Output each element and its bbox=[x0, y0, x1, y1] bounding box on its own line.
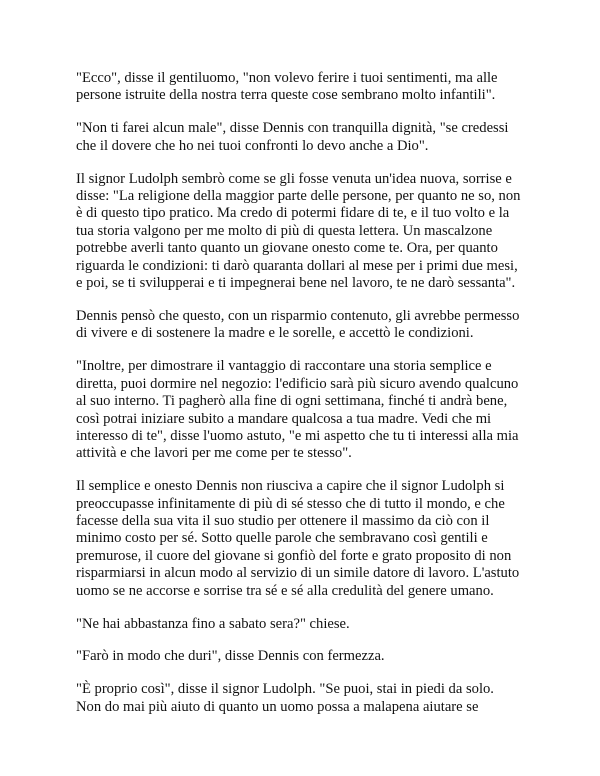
text-line: e poi, se ti svilupperai e ti impegnerai bene nel lavoro, te ne darò sessanta". bbox=[76, 275, 516, 292]
paragraph bbox=[76, 478, 526, 600]
text-line: "Inoltre, per dimostrare il vantaggio di raccontare una storia semplice e bbox=[76, 358, 492, 375]
text-line: al suo interno. Ti pagherò alla fine di ogni settimana, finché ti andrà bene, bbox=[76, 393, 508, 410]
paragraph bbox=[76, 120, 526, 155]
text-line: "Farò in modo che duri", disse Dennis con fermezza. bbox=[76, 648, 385, 665]
text-line: così potrai iniziare subito a mandare qualcosa a tua madre. Vedi che mi bbox=[76, 410, 492, 427]
text-line: Il signor Ludolph sembrò come se gli fosse venuta un'idea nuova, sorrise e bbox=[76, 170, 512, 187]
text-line: diretta, puoi dormire nel negozio: l'edificio sarà più sicuro avendo qualcuno bbox=[76, 375, 519, 392]
paragraph bbox=[76, 308, 526, 343]
text-line: Dennis pensò che questo, con un risparmio contenuto, gli avrebbe permesso bbox=[76, 307, 520, 324]
text-line: uomo se ne accorse e sorrise tra sé e sé alla credulità del genere umano. bbox=[76, 582, 494, 599]
text-line: facesse della sua vita il suo studio per ottenere il massimo da ciò con il bbox=[76, 513, 490, 530]
text-line: minimo costo per sé. Sotto quelle parole che sembravano così gentili e bbox=[76, 530, 488, 547]
text-line: riguarda le condizioni: ti darò quaranta dollari al mese per i primi due mesi, bbox=[76, 257, 518, 274]
text-line: "Non ti farei alcun male", disse Dennis con tranquilla dignità, "se credessi bbox=[76, 120, 509, 137]
text-line: è di questo tipo pratico. Ma credo di potermi fidare di te, e il tuo volto e la bbox=[76, 205, 510, 222]
text-line: di vivere e di sostenere la madre e le sorelle, e accettò le condizioni. bbox=[76, 325, 474, 342]
paragraph bbox=[76, 616, 526, 633]
paragraph bbox=[76, 70, 526, 105]
text-line: "Ecco", disse il gentiluomo, "non volevo ferire i tuoi sentimenti, ma alle bbox=[76, 70, 498, 86]
text-line: "È proprio così", disse il signor Ludolph. "Se puoi, stai in piedi da solo. bbox=[76, 681, 494, 698]
text-line: potrebbe averli tanto quanto un giovane onesto come te. Ora, per quanto bbox=[76, 240, 498, 257]
text-line: "Ne hai abbastanza fino a sabato sera?" chiese. bbox=[76, 615, 350, 632]
text-line: premurose, il cuore del giovane si gonfiò del forte e grato proposito di non bbox=[76, 547, 512, 564]
text-line: preoccupasse infinitamente di più di sé stesso che di tutto il mondo, e che bbox=[76, 495, 505, 512]
text-line: tua storia valgono per me molto di più di questa lettera. Un mascalzone bbox=[76, 222, 493, 239]
paragraph bbox=[76, 648, 526, 665]
text-line: Non do mai più aiuto di quanto un uomo possa a malapena aiutare se bbox=[76, 698, 479, 715]
text-line: risparmiarsi in alcun modo al servizio di un simile datore di lavoro. L'astuto bbox=[76, 565, 520, 582]
text-line: interesso di te", disse l'uomo astuto, "e mi aspetto che tu ti interessi alla mia bbox=[76, 427, 519, 444]
text-line: disse: "La religione della maggior parte delle persone, per quanto ne so, non bbox=[76, 188, 521, 205]
document-page bbox=[76, 70, 526, 732]
paragraph bbox=[76, 171, 526, 293]
paragraph bbox=[76, 358, 526, 462]
text-line: persone istruite della nostra terra queste cose sembrano molto infantili". bbox=[76, 87, 496, 104]
text-line: che il dovere che ho nei tuoi confronti lo devo anche a Dio". bbox=[76, 137, 429, 154]
paragraph bbox=[76, 681, 526, 716]
text-line: Il semplice e onesto Dennis non riusciva a capire che il signor Ludolph si bbox=[76, 478, 505, 495]
text-line: attività e che lavori per me come per te stesso". bbox=[76, 445, 352, 462]
